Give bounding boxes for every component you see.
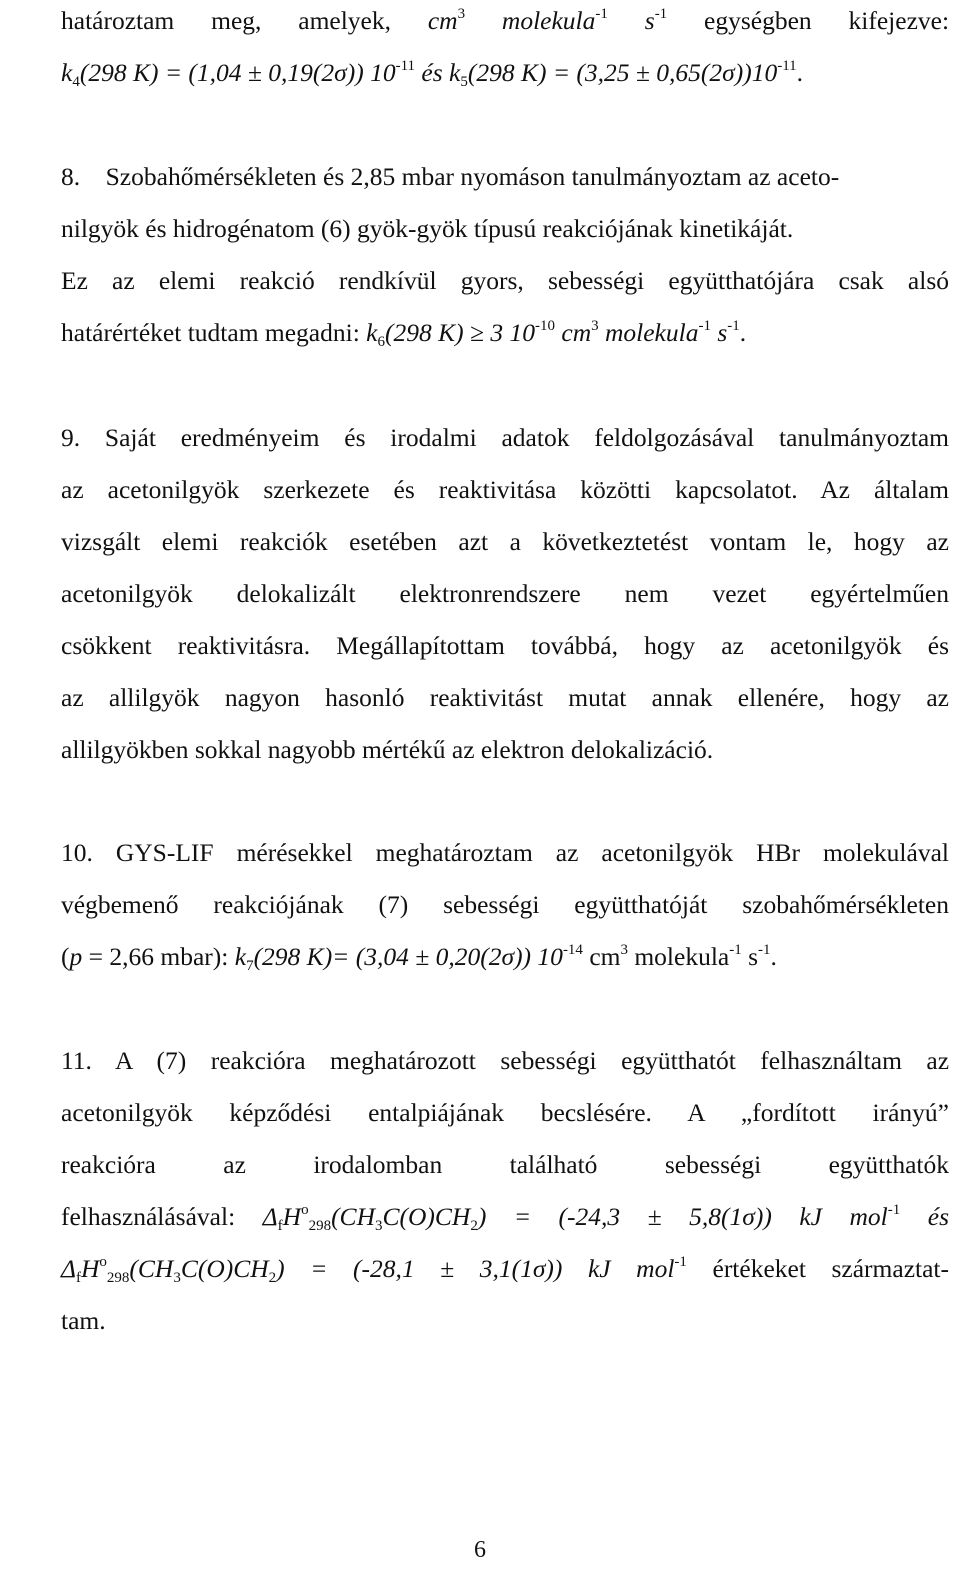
item-11-line-6: tam. <box>61 1306 106 1335</box>
item-9-line-5: csökkent reaktivitásra. Megállapítottam továbbá, hogy az acetonilgyök és <box>61 631 949 660</box>
item-11-line-1: 11. A (7) reakcióra meghatározott sebességi együtthatót felhasználtam az <box>61 1046 950 1075</box>
item-10-line-2: végbemenő reakciójának (7) sebességi együtthatóját szobahőmérsékleten <box>61 890 949 919</box>
item-11-line-5: $\Delta_fH^o_{298}(CH_3C(O)CH_2) = (-28,1 \pm 3,1(1\sigma))$ kJ mol$^{-1}$ értékeket származtat- <box>61 1254 950 1286</box>
item-9-line-2: az acetonilgyök szerkezete és reaktivitása közötti kapcsolatot. Az általam <box>61 475 949 504</box>
item-8-line-3: Ez az elemi reakció rendkívül gyors, sebességi együtthatójára csak alsó <box>61 266 949 295</box>
page-number: 6 <box>474 1537 486 1563</box>
intro-line-2: $k_4(298$ K) = (1,04 ± 0,19(2σ)) $10^{-11}$ és $k_5(298$ $K) = (3,25 \pm 0,65(2\sigma))10^{-11}$. <box>61 58 804 90</box>
item-11-line-3: reakcióra az irodalomban található sebességi együtthatók <box>61 1150 949 1179</box>
item-8-line-1: 8. Szobahőmérsékleten és 2,85 mbar nyomáson tanulmányoztam az aceto- <box>61 162 840 191</box>
item-8-line-2: nilgyök és hidrogénatom (6) gyök-gyök típusú reakciójának kinetikáját. <box>61 214 794 243</box>
item-11-line-2: acetonilgyök képződési entalpiájának becslésére. A „fordított irányú” <box>61 1098 949 1127</box>
intro-line-1: határoztam meg, amelyek, $cm^3$ molekula$^{-1}$ $s^{-1}$ egységben kifejezve: <box>61 6 950 35</box>
item-10-line-3: (p = 2,66 mbar): $k_7(298$ K)= (3,04 ± 0,20(2σ)) $10^{-14}$ $cm^3$ molekula$^{-1}$ $s^{-1}$. <box>61 942 777 974</box>
item-9-line-1: 9. Saját eredményeim és irodalmi adatok feldolgozásával tanulmányoztam <box>61 423 949 452</box>
item-8-line-4: határértéket tudtam megadni: $k_6(298$ K) ≥ 3 $10^{-10}$ $cm^3$ molekula$^{-1}$ $s^{-1}$. <box>61 318 747 350</box>
item-9-line-4: acetonilgyök delokalizált elektronrendszere nem vezet egyértelműen <box>61 579 949 608</box>
item-10-line-1: 10. GYS-LIF mérésekkel meghatároztam az acetonilgyök HBr molekulával <box>61 838 949 867</box>
item-11-line-4: felhasználásával: $\Delta_fH^o_{298}(CH_3C(O)CH_2) = (-24,3 \pm 5,8(1\sigma))$ kJ mol$^{-1}$ és <box>61 1202 950 1234</box>
item-9-line-3: vizsgált elemi reakciók esetében azt a következtetést vontam le, hogy az <box>61 527 949 556</box>
item-9-line-7: allilgyökben sokkal nagyobb mértékű az elektron delokalizáció. <box>61 735 714 764</box>
item-9-line-6: az allilgyök nagyon hasonló reaktivitást mutat annak ellenére, hogy az <box>61 683 949 712</box>
